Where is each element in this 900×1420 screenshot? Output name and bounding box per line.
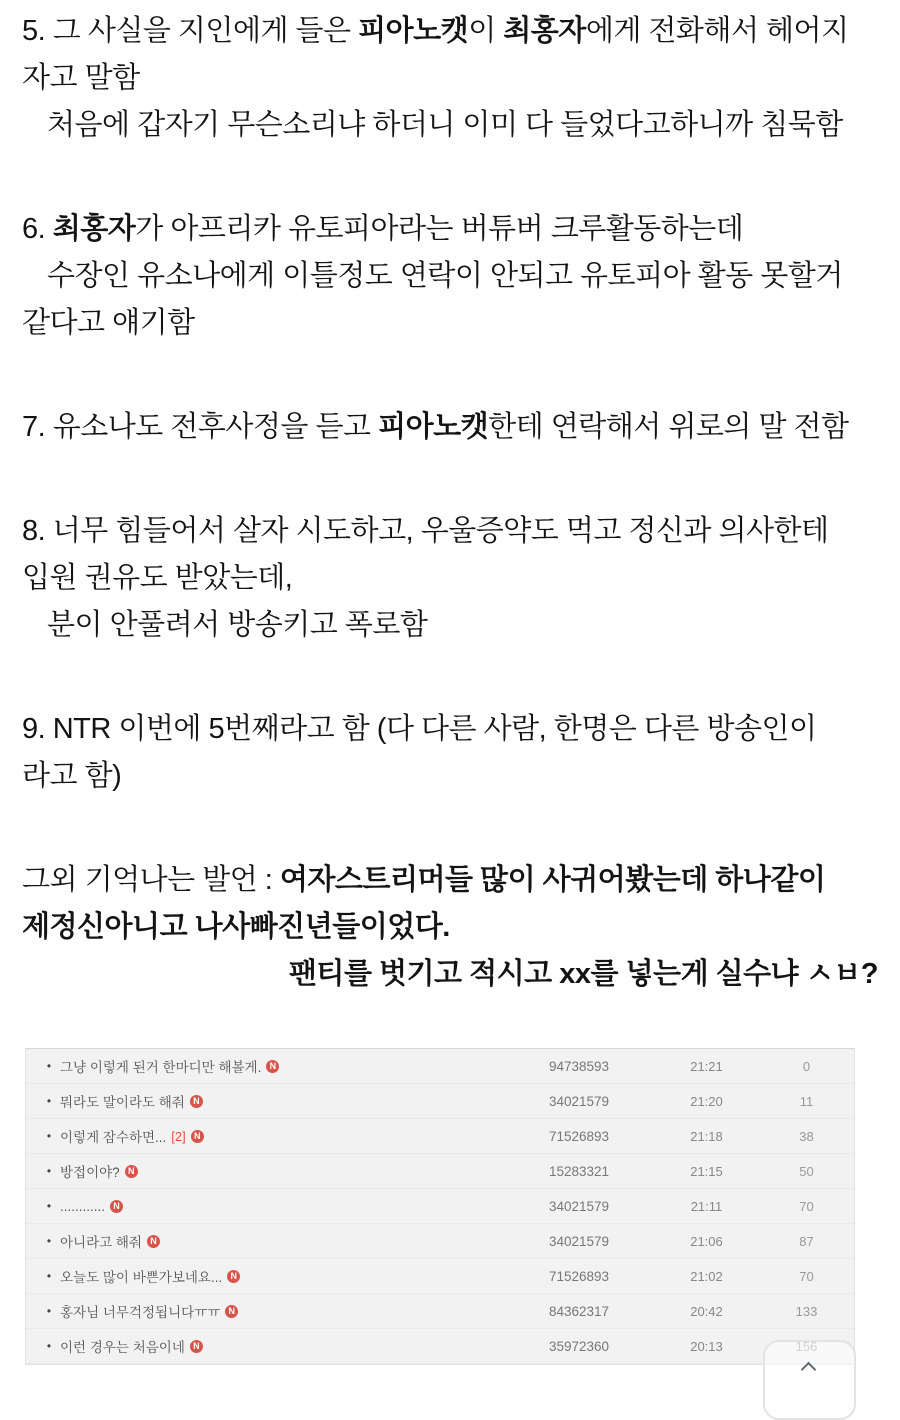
post-number: 94738593 (548, 1058, 610, 1074)
post-time: 20:13 (690, 1338, 723, 1354)
board-post-list (25, 1048, 855, 1365)
post-time: 21:18 (690, 1128, 723, 1144)
post-number: 15283321 (548, 1163, 610, 1179)
text-line (22, 602, 878, 649)
text-line (22, 8, 878, 55)
post-time: 21:20 (690, 1093, 723, 1109)
post-number: 71526893 (548, 1268, 610, 1284)
bullet-icon: • (46, 1233, 52, 1248)
text-segment: 분이 안풀려서 방송키고 폭로함 (47, 609, 428, 641)
post-number: 71526893 (548, 1128, 610, 1144)
text-segment: 같다고 얘기함 (22, 307, 195, 339)
paragraph-item-5 (22, 8, 878, 149)
text-segment: 9. NTR 이번에 5번째라고 함 (다 다른 사람, 한명은 다른 방송인이 (22, 713, 817, 745)
new-post-badge-icon: N (190, 1095, 203, 1108)
post-title-link[interactable]: 방접이야? (60, 1165, 120, 1180)
new-post-badge-icon: N (266, 1060, 279, 1073)
paragraph-item-8 (22, 508, 878, 649)
bullet-icon: • (46, 1093, 52, 1108)
highlight-name: 최홍자 (503, 15, 586, 47)
text-line (22, 904, 878, 951)
paragraph-item-9 (22, 706, 878, 800)
post-title-link[interactable]: 뭐라도 말이라도 해줘 (60, 1095, 185, 1110)
highlight-name: 최홍자 (52, 213, 136, 245)
text-segment: 8. 너무 힘들어서 살자 시도하고, 우울증약도 먹고 정신과 의사한테 (22, 515, 829, 547)
table-row[interactable] (26, 1329, 854, 1364)
new-post-badge-icon: N (125, 1165, 138, 1178)
text-line (22, 508, 878, 555)
table-row[interactable] (26, 1084, 854, 1119)
post-time: 21:21 (690, 1058, 723, 1074)
text-line (22, 753, 878, 800)
new-post-badge-icon: N (147, 1235, 160, 1248)
new-post-badge-icon: N (110, 1200, 123, 1213)
text-segment: 그외 기억나는 발언 : (22, 864, 280, 896)
text-segment: 입원 권유도 받았는데, (22, 562, 293, 594)
table-row[interactable] (26, 1259, 854, 1294)
view-count: 70 (799, 1268, 814, 1284)
post-number: 35972360 (548, 1338, 610, 1354)
table-row[interactable] (26, 1154, 854, 1189)
view-count: 133 (795, 1303, 818, 1319)
post-title-link[interactable]: ............ (60, 1198, 106, 1214)
view-count: 11 (799, 1093, 814, 1109)
view-count: 0 (802, 1058, 811, 1074)
post-time: 21:11 (690, 1198, 723, 1214)
post-title-link[interactable]: 홍자님 너무걱정됩니다ㅠㅠ (60, 1305, 221, 1320)
quote-bold: 여자스트리머들 많이 사귀어봤는데 하나같이 (279, 864, 826, 896)
chevron-up-icon (800, 1362, 816, 1378)
scroll-top-button[interactable] (763, 1340, 856, 1420)
post-title-link[interactable]: 이렇게 잠수하면... (60, 1130, 167, 1145)
text-segment: 가 아프리카 유토피아라는 버튜버 크루활동하는데 (135, 213, 744, 245)
highlight-name: 피아노캣 (378, 411, 489, 443)
post-time: 20:42 (690, 1303, 723, 1319)
text-line (22, 555, 878, 602)
view-count: 50 (799, 1163, 814, 1179)
post-title-link[interactable]: 오늘도 많이 바쁜가보네요... (60, 1270, 223, 1285)
post-title-link[interactable]: 아니라고 해줘 (60, 1235, 142, 1250)
new-post-badge-icon: N (227, 1270, 240, 1283)
quote-bold: 제정신아니고 나사빠진년들이었다. (22, 911, 450, 943)
text-segment: 수장인 유소나에게 이틀정도 연락이 안되고 유토피아 활동 못할거 (47, 260, 843, 292)
highlight-name: 피아노캣 (358, 15, 469, 47)
bullet-icon: • (46, 1128, 52, 1143)
text-segment: 자고 말함 (22, 62, 140, 94)
reply-count: [2] (171, 1128, 186, 1144)
text-line (22, 300, 878, 347)
text-segment: 한테 연락해서 위로의 말 전함 (488, 411, 849, 443)
quote-bold: 팬티를 벗기고 적시고 xx를 넣는게 실수냐 ㅅㅂ? (288, 958, 878, 990)
bullet-icon: • (46, 1303, 52, 1318)
text-line (22, 404, 878, 451)
text-segment: 에게 전화해서 헤어지 (585, 15, 849, 47)
post-number: 84362317 (548, 1303, 610, 1319)
text-segment: 이 (468, 15, 504, 47)
text-segment: 7. 유소나도 전후사정을 듣고 (22, 411, 379, 443)
view-count: 38 (799, 1128, 814, 1144)
table-row[interactable] (26, 1224, 854, 1259)
paragraph-item-7 (22, 404, 878, 451)
text-line (22, 857, 878, 904)
text-line (22, 253, 878, 300)
new-post-badge-icon: N (190, 1340, 203, 1353)
table-row[interactable] (26, 1189, 854, 1224)
text-line (22, 706, 878, 753)
post-number: 34021579 (548, 1233, 610, 1249)
bullet-icon: • (46, 1268, 52, 1283)
table-row[interactable] (26, 1294, 854, 1329)
post-time: 21:02 (690, 1268, 723, 1284)
bullet-icon: • (46, 1198, 52, 1213)
paragraph-quote (22, 857, 878, 998)
bullet-icon: • (46, 1163, 52, 1178)
post-time: 21:15 (690, 1163, 723, 1179)
paragraph-item-6 (22, 206, 878, 347)
text-segment: 라고 함) (22, 760, 122, 792)
text-line (22, 55, 878, 102)
new-post-badge-icon: N (225, 1305, 238, 1318)
bullet-icon: • (46, 1338, 52, 1353)
post-number: 34021579 (548, 1093, 610, 1109)
text-segment: 6. (22, 213, 53, 245)
view-count: 70 (799, 1198, 814, 1214)
table-row[interactable] (26, 1049, 854, 1084)
view-count: 87 (799, 1233, 814, 1249)
text-line (22, 951, 878, 998)
post-title-link[interactable]: 이런 경우는 처음이네 (60, 1340, 185, 1355)
post-number: 34021579 (548, 1198, 610, 1214)
bullet-icon: • (46, 1058, 52, 1073)
text-segment: 5. 그 사실을 지인에게 들은 (22, 15, 359, 47)
post-time: 21:06 (690, 1233, 723, 1249)
text-line (22, 102, 878, 149)
text-segment: 처음에 갑자기 무슨소리냐 하더니 이미 다 들었다고하니까 침묵함 (47, 109, 843, 141)
new-post-badge-icon: N (191, 1130, 204, 1143)
table-row[interactable] (26, 1119, 854, 1154)
post-title-link[interactable]: 그냥 이렇게 된거 한마디만 해볼게. (60, 1060, 262, 1075)
text-line (22, 206, 878, 253)
